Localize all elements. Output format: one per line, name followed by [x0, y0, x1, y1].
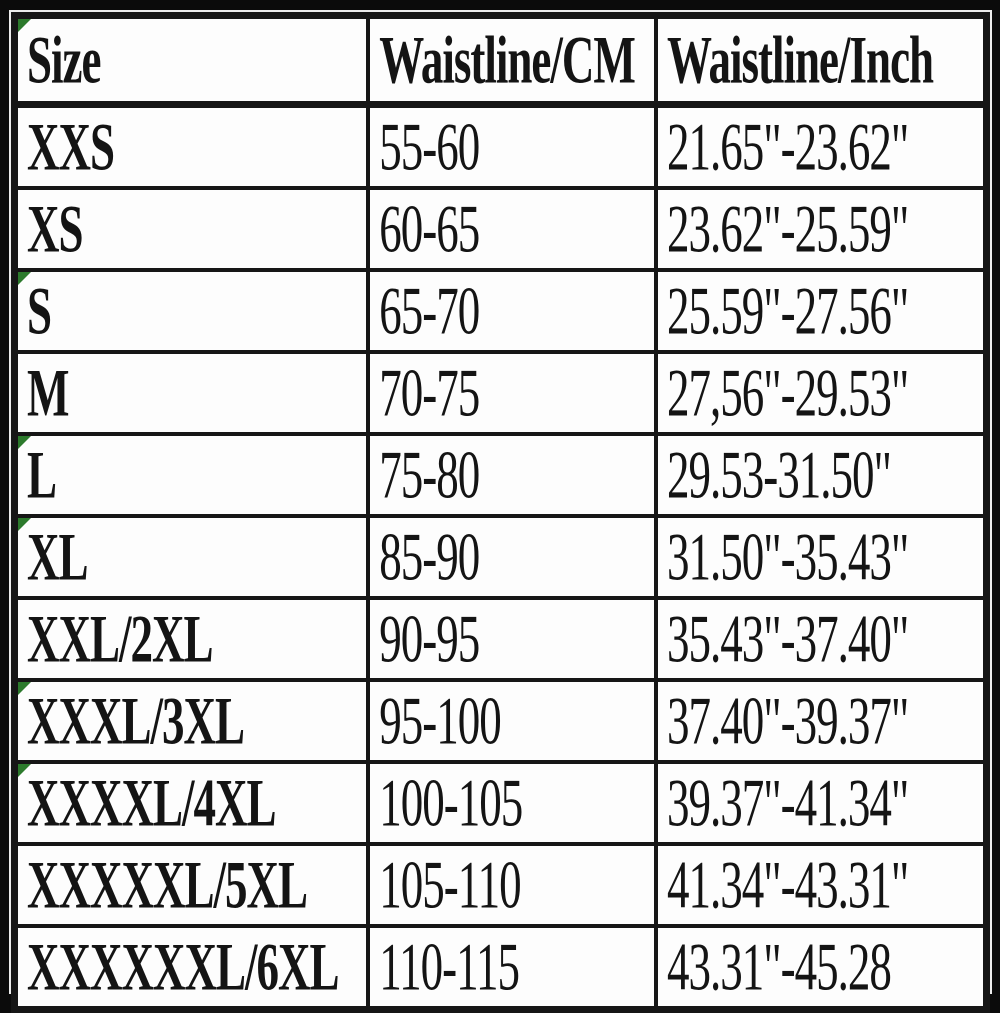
waistline-inch-cell	[656, 188, 987, 270]
header-row	[15, 16, 987, 105]
table-row	[15, 105, 987, 189]
waistline-cm-cell	[368, 434, 656, 516]
header-cell-waistline-cm	[368, 16, 656, 105]
waistline-inch-cell	[656, 516, 987, 598]
size-cell-label: XXXXXL/5XL	[27, 846, 308, 922]
waistline-cm-cell-label: 90-95	[379, 600, 480, 676]
header-label-waistline-inch: Waistline/Inch	[667, 21, 934, 97]
waistline-inch-cell	[656, 270, 987, 352]
waistline-inch-cell	[656, 598, 987, 680]
waistline-cm-cell-label: 85-90	[379, 518, 480, 594]
waistline-inch-cell	[656, 105, 987, 189]
waistline-inch-cell	[656, 926, 987, 1010]
waistline-cm-cell-label: 110-115	[379, 928, 519, 1004]
table-row	[15, 516, 987, 598]
size-cell	[15, 926, 369, 1010]
waistline-cm-cell	[368, 762, 656, 844]
waistline-inch-cell	[656, 844, 987, 926]
size-cell-label: L	[27, 436, 57, 512]
table-row	[15, 270, 987, 352]
table-row	[15, 352, 987, 434]
waistline-cm-cell	[368, 188, 656, 270]
size-cell	[15, 762, 369, 844]
size-cell	[15, 352, 369, 434]
waistline-inch-cell-label: 31.50"-35.43"	[667, 518, 909, 594]
size-cell	[15, 434, 369, 516]
table-row	[15, 434, 987, 516]
waistline-inch-cell-label: 43.31"-45.28	[667, 928, 891, 1004]
waistline-inch-cell-label: 37.40"-39.37"	[667, 682, 909, 758]
size-chart-body	[15, 105, 987, 1010]
waistline-cm-cell	[368, 680, 656, 762]
size-cell-label: M	[27, 354, 69, 430]
waistline-inch-cell-label: 23.62"-25.59"	[667, 190, 909, 266]
table-row	[15, 680, 987, 762]
waistline-cm-cell-label: 75-80	[379, 436, 480, 512]
table-row	[15, 762, 987, 844]
waistline-cm-cell-label: 105-110	[379, 846, 521, 922]
waistline-cm-cell	[368, 352, 656, 434]
table-row	[15, 926, 987, 1010]
size-cell	[15, 188, 369, 270]
size-cell-label: XS	[27, 190, 83, 266]
waistline-cm-cell	[368, 516, 656, 598]
header-cell-size	[15, 16, 369, 105]
header-cell-waistline-inch	[656, 16, 987, 105]
waistline-inch-cell-label: 29.53-31.50"	[667, 436, 891, 512]
size-cell	[15, 516, 369, 598]
waistline-inch-cell-label: 25.59"-27.56"	[667, 272, 909, 348]
table-header	[15, 16, 987, 105]
waistline-inch-cell-label: 35.43"-37.40"	[667, 600, 909, 676]
waistline-cm-cell	[368, 105, 656, 189]
table-row	[15, 188, 987, 270]
waistline-cm-cell-label: 70-75	[379, 354, 480, 430]
waistline-inch-cell-label: 41.34"-43.31"	[667, 846, 909, 922]
size-chart-table	[11, 12, 990, 1013]
size-cell	[15, 680, 369, 762]
table-row	[15, 844, 987, 926]
waistline-inch-cell	[656, 762, 987, 844]
size-cell-label: XXS	[27, 108, 115, 184]
size-cell	[15, 598, 369, 680]
waistline-cm-cell-label: 55-60	[379, 108, 480, 184]
waistline-inch-cell	[656, 680, 987, 762]
waistline-cm-cell	[368, 844, 656, 926]
size-cell-label: S	[27, 272, 52, 348]
waistline-cm-cell	[368, 926, 656, 1010]
table-row	[15, 598, 987, 680]
waistline-inch-cell-label: 27,56"-29.53"	[667, 354, 909, 430]
header-label-size: Size	[27, 21, 101, 97]
size-cell	[15, 844, 369, 926]
waistline-cm-cell-label: 65-70	[379, 272, 480, 348]
waistline-inch-cell-label: 21.65"-23.62"	[667, 108, 909, 184]
size-cell-label: XXXXL/4XL	[27, 764, 276, 840]
waistline-cm-cell-label: 100-105	[379, 764, 523, 840]
header-label-waistline-cm: Waistline/CM	[379, 21, 635, 97]
size-cell-label: XL	[27, 518, 88, 594]
waistline-inch-cell	[656, 352, 987, 434]
size-cell	[15, 270, 369, 352]
waistline-inch-cell	[656, 434, 987, 516]
size-chart-frame	[9, 10, 992, 1004]
waistline-inch-cell-label: 39.37"-41.34"	[667, 764, 909, 840]
waistline-cm-cell	[368, 270, 656, 352]
waistline-cm-cell	[368, 598, 656, 680]
size-cell-label: XXXXXXL/6XL	[27, 928, 339, 1004]
waistline-cm-cell-label: 60-65	[379, 190, 480, 266]
size-cell-label: XXXL/3XL	[27, 682, 245, 758]
size-cell	[15, 105, 369, 189]
size-cell-label: XXL/2XL	[27, 600, 213, 676]
waistline-cm-cell-label: 95-100	[379, 682, 501, 758]
